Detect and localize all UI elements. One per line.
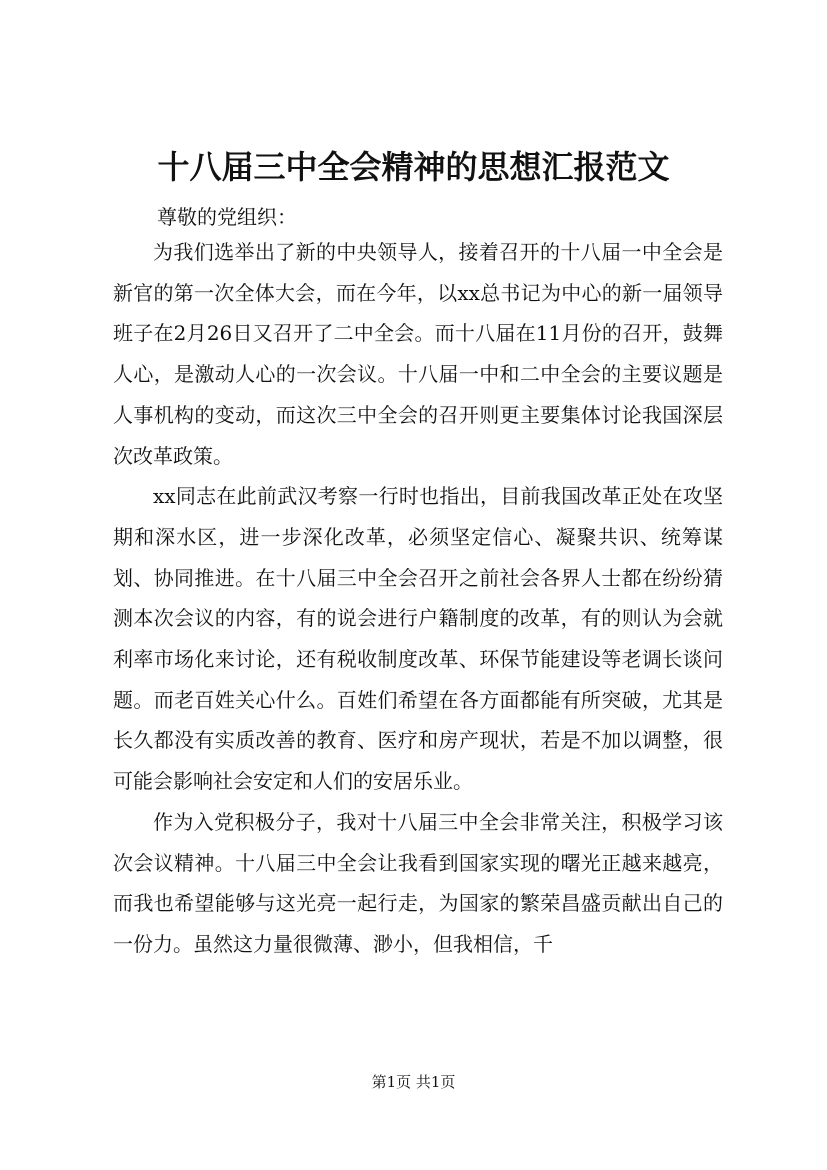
document-title: 十八届三中全会精神的思想汇报范文 (157, 148, 670, 186)
paragraph-3: 作为入党积极分子，我对十八届三中全会非常关注，积极学习该次会议精神。十八届三中全会让我看到国家实现的曙光正越来越亮，而我也希望能够与这光亮一起行走，为国家的繁荣昌盛贡献出自己的一份力。虽然这力量很微薄、渺小，但我相信，千 (113, 809, 723, 956)
paragraph-2: xx同志在此前武汉考察一行时也指出，目前我国改革正处在攻坚期和深水区，进一步深化改革，必须坚定信心、凝聚共识、统筹谋划、协同推进。在十八届三中全会召开之前社会各界人士都在纷纷猜测本次会议的内容，有的说会进行户籍制度的改革，有的则认为会就利率市场化来讨论，还有税收制度改革、环保节能建设等老调长谈问题。而老百姓关心什么。百姓们希望在各方面都能有所突破，尤其是长久都没有实质改善的教育、医疗和房产现状，若是不加以调整，很可能会影响社会安定和人们的安居乐业。 (113, 484, 723, 794)
document-body (113, 232, 723, 965)
page-footer: 第1页 共1页 (371, 1073, 456, 1091)
salutation: 尊敬的党组织： (157, 205, 297, 229)
paragraph-1: 为我们选举出了新的中央领导人，接着召开的十八届一中全会是新官的第一次全体大会，而在今年，以xx总书记为中心的新一届领导班子在2月26日又召开了二中全会。而十八届在11月份的召开，鼓舞人心，是激动人心的一次会议。十八届一中和二中全会的主要议题是人事机构的变动，而这次三中全会的召开则更主要集体讨论我国深层次改革政策。 (113, 240, 723, 468)
